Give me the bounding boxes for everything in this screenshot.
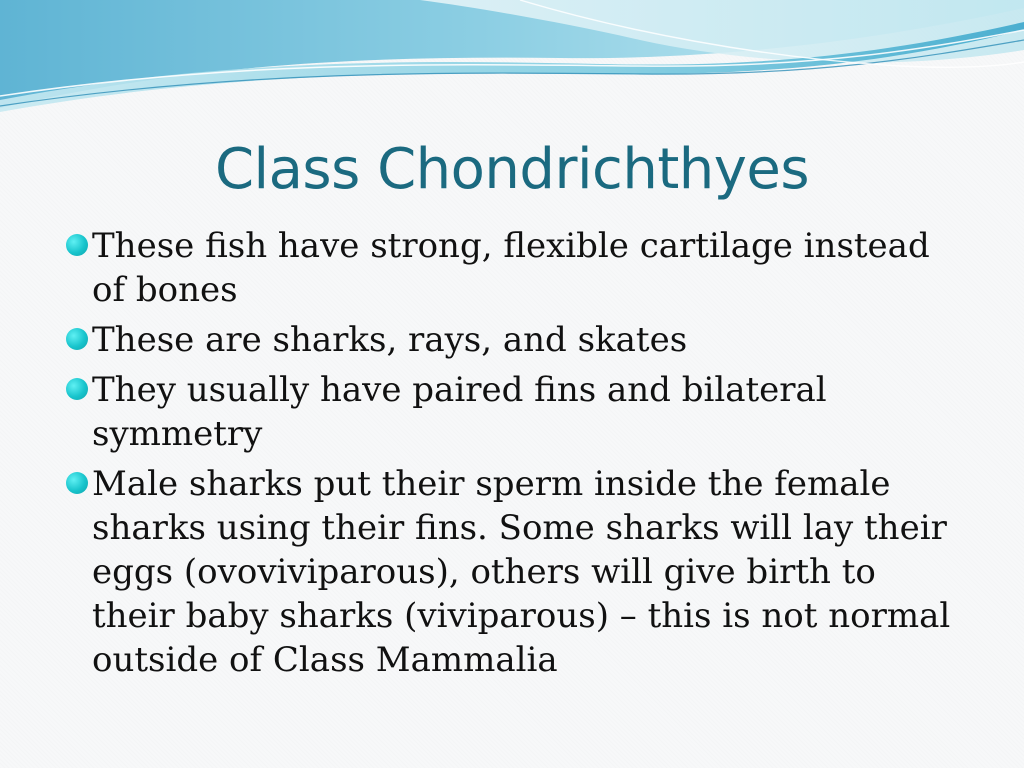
bullet-text: These fish have strong, flexible cartilage instead of bones	[92, 226, 930, 310]
bullet-text: Male sharks put their sperm inside the female sharks using their fins. Some sharks will lay their eggs (ovoviviparous), others will give birth to their baby sharks (viviparous) – this is not normal outside of Class Mammalia	[92, 464, 951, 680]
wave-header-decoration	[0, 0, 1024, 130]
bullet-text: They usually have paired fins and bilateral symmetry	[92, 370, 827, 454]
circle-bullet-icon	[66, 328, 88, 350]
slide-title: Class Chondrichthyes	[214, 137, 810, 202]
bullet-text: These are sharks, rays, and skates	[92, 320, 688, 360]
list-item	[60, 224, 960, 312]
list-item	[60, 318, 960, 362]
list-item	[60, 462, 960, 682]
list-item	[60, 368, 960, 456]
circle-bullet-icon	[66, 234, 88, 256]
circle-bullet-icon	[66, 472, 88, 494]
bullet-list	[60, 224, 960, 688]
circle-bullet-icon	[66, 378, 88, 400]
